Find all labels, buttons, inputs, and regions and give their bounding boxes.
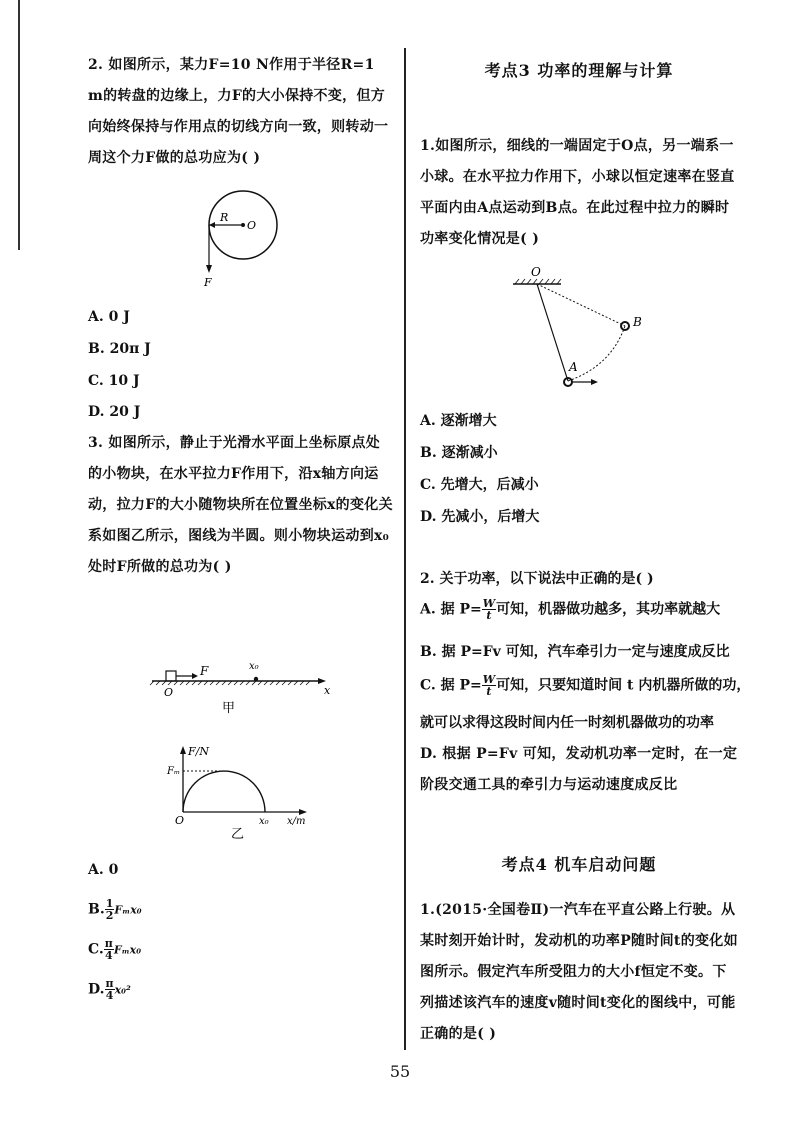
r-q1-option-d[interactable]: D. 先减小，后增大 (420, 509, 540, 525)
jia-label-x: x (324, 684, 331, 697)
r-q1-option-b[interactable]: B. 逐渐减小 (420, 445, 498, 461)
page-number: 55 (389, 1062, 411, 1081)
figure-yi (165, 742, 315, 842)
yi-xlabel: x/m (287, 816, 306, 827)
column-divider (404, 48, 406, 1050)
semicircle-curve (183, 771, 265, 812)
figure-jia (148, 655, 338, 715)
label-b: B (633, 315, 642, 329)
q2-option-c[interactable]: C. 10 J (88, 373, 140, 389)
yi-x-arrowhead (299, 809, 307, 815)
r-q2-c-line2: 就可以求得这段时间内任一时刻机器做功的功率 (420, 715, 714, 731)
q3-b-prefix: B. (88, 901, 105, 918)
r-q2-c-den: t (486, 685, 492, 698)
r-q2-a-post: 可知，机器做功越多，其功率就越大 (496, 601, 721, 618)
r-q2-c-pre: C. 据 P= (420, 677, 482, 694)
r-q2-option-a[interactable] (420, 598, 720, 621)
q3-option-d[interactable] (88, 978, 131, 1001)
r-q2-c-post: 可知，只要知道时间 t 内机器所做的功， (496, 677, 751, 694)
radius-arrowhead (209, 222, 215, 228)
q3-option-a[interactable]: A. 0 (88, 862, 119, 878)
r-q2-a-fraction (482, 598, 496, 621)
pendulum-figure (505, 262, 665, 397)
dotted-string-b (537, 284, 625, 326)
q3-c-tail: Fₘx₀ (113, 943, 142, 957)
r-q1-option-a[interactable]: A. 逐渐增大 (420, 413, 497, 429)
q3-b-den: 2 (105, 909, 114, 922)
section-heading-3: 考点3 功率的理解与计算 (484, 61, 674, 80)
r-question-1-text: 1.如图所示，细线的一端固定于O点，另一端系一小球。在水平拉力作用下，小球以恒定速率在竖直平面内由A点运动到B点。在此过程中拉力的瞬时功率变化情况是( ) (420, 138, 735, 247)
jia-label-o: O (164, 686, 174, 699)
center-dot (241, 223, 245, 227)
q3-b-tail: Fₘx₀ (114, 903, 142, 917)
r-question-2-text: 2. 关于功率，以下说法中正确的是( ) (420, 571, 654, 587)
q3-option-c[interactable] (88, 938, 141, 961)
q3-d-prefix: D. (88, 981, 105, 998)
r-q4-1-text: 1.(2015·全国卷Ⅱ)一汽车在平直公路上行驶。从某时刻开始计时，发动机的功率P随时间t的变化如图所示。假定汽车所受阻力的大小f恒定不变。下列描述该汽车的速度v随时间t变化的图线中，可能正确的是( ) (420, 902, 738, 1042)
q2-option-d[interactable]: D. 20 J (88, 404, 141, 420)
q3-b-num: 1 (105, 897, 114, 910)
x0-dot (254, 677, 258, 681)
question-2-text: 2. 如图所示，某力F=10 N作用于半径R=1 m的转盘的边缘上，力F的大小保持不变，但方向始终保持与作用点的切线方向一致，则转动一周这个力F做的总功应为( ) (88, 57, 389, 166)
label-a: A (569, 360, 578, 374)
question-3-text: 3. 如图所示，静止于光滑水平面上坐标原点处的小物块，在水平拉力F作用下，沿x轴方向运动，拉力F的大小随物块所在位置坐标x的变化关系如图乙所示，图线为半圆。则小物块运动到x₀处时F所做的总功为( ) (88, 435, 393, 575)
yi-y-arrowhead (180, 746, 186, 754)
block (166, 671, 176, 681)
q3-d-fraction (105, 978, 115, 1001)
r-q2-a-den: t (486, 609, 492, 622)
q3-d-tail: x₀² (114, 983, 131, 997)
r-q2-c-num: W (482, 673, 496, 686)
pull-arrowhead (591, 379, 598, 385)
r-q4-1-block (420, 895, 738, 1050)
q3-option-b[interactable] (88, 898, 142, 921)
yi-fm: Fₘ (167, 766, 181, 777)
label-r: R (220, 211, 229, 224)
r-q2-a-pre: A. 据 P= (420, 601, 482, 618)
left-column (88, 50, 393, 174)
q3-c-fraction (104, 938, 114, 961)
r-q2-option-b[interactable]: B. 据 P=Fv 可知，汽车牵引力一定与速度成反比 (420, 644, 730, 660)
q3-d-num: π (105, 977, 114, 990)
r-q2-option-c[interactable] (420, 674, 750, 697)
r-q2-option-d-block[interactable] (420, 739, 738, 801)
r-q2-a-num: W (482, 597, 496, 610)
page-edge-line (18, 0, 20, 250)
r-q1-option-c[interactable]: C. 先增大，后减小 (420, 477, 539, 493)
q2-option-b[interactable]: B. 20π J (88, 341, 151, 357)
jia-caption: 甲 (222, 701, 236, 715)
r-q2-option-d[interactable]: D. 根据 P=Fv 可知，发动机功率一定时，在一定阶段交通工具的牵引力与运动速度成反比 (420, 746, 738, 793)
q3-c-prefix: C. (88, 941, 104, 958)
q2-option-a[interactable]: A. 0 J (88, 309, 130, 325)
yi-caption: 乙 (231, 827, 245, 842)
jia-label-x0: x₀ (249, 661, 259, 672)
label-f: F (204, 276, 212, 289)
yi-o: O (175, 814, 185, 827)
q3-c-den: 4 (104, 949, 113, 962)
r-question-1-block (420, 131, 738, 255)
label-o-pivot: O (531, 265, 541, 279)
r-q2-c-fraction (482, 674, 496, 697)
q3-d-den: 4 (105, 989, 114, 1002)
yi-x0: x₀ (259, 816, 269, 827)
string-line (537, 284, 568, 381)
jia-label-f: F (200, 664, 209, 678)
question-3-block (88, 428, 393, 583)
yi-ylabel: F/N (188, 745, 209, 758)
force-arrowhead (206, 265, 212, 273)
q3-b-fraction (105, 898, 115, 921)
section-heading-4: 考点4 机车启动问题 (501, 855, 657, 874)
pull-force-arrowhead (192, 673, 198, 679)
label-o: O (247, 219, 257, 232)
disc-figure (180, 185, 290, 295)
q3-c-num: π (104, 937, 113, 950)
